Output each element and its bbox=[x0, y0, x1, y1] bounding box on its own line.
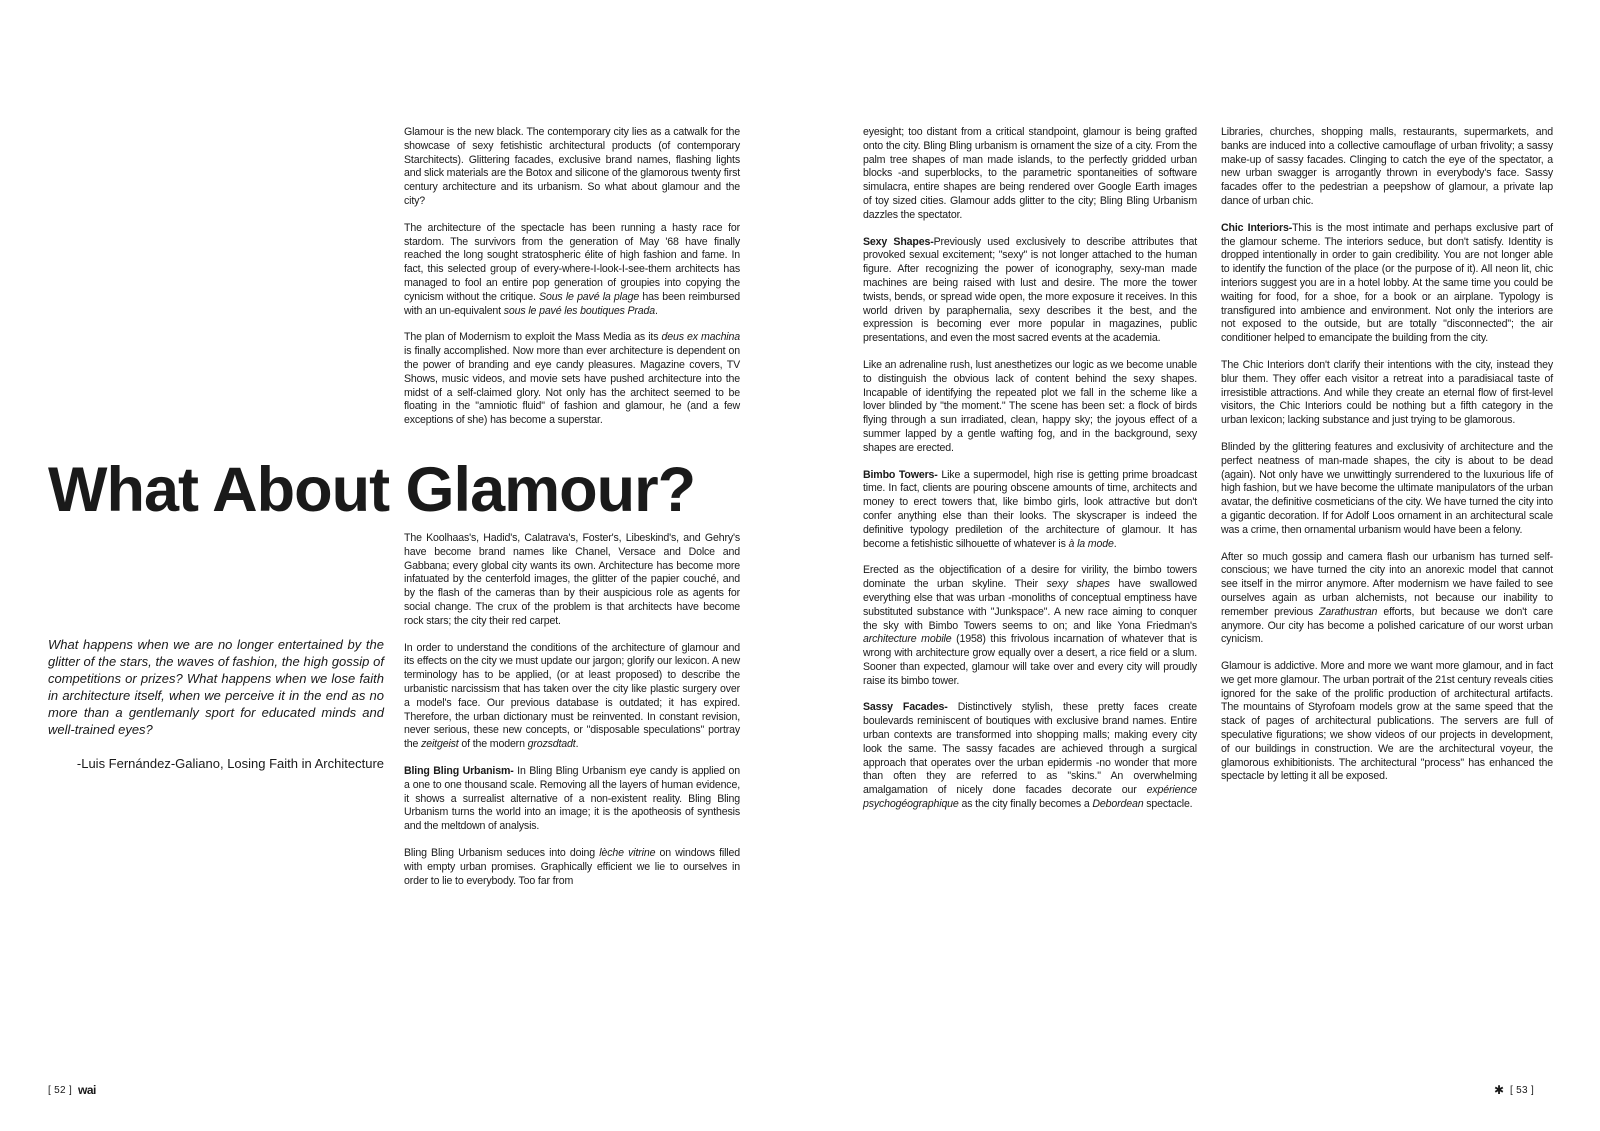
paragraph: Sexy Shapes-Previously used exclusively to describe attributes that provoked sexual excitement; "sexy" is not longer attached to the human figure. After recognizing the power of iconography, sexy-man made machines are being raised with lust and desire. The more the tower twists, bends, or spread wide open, the more exposure it receives. In this world driven by paraphernalia, sexy describes it the best, and the expression is becoming ever more popular in magazines, public presentations, and even the most sacred events at the academia. bbox=[863, 235, 1197, 345]
magazine-logo: wai bbox=[78, 1083, 96, 1097]
paragraph: The architecture of the spectacle has been running a hasty race for stardom. The survivors from the generation of May '68 have finally reached the long sought stratospheric élite of high fashion and fame. In fact, this selected group of every-where-I-look-I-see-them architects has managed to fool an entire pop generation of groupies into copying the cynicism without the critique. Sous le pavé la plage has been reimbursed with an un-equivalent sous le pavé les boutiques Prada. bbox=[404, 221, 740, 317]
term-heading: Sassy Facades- bbox=[863, 701, 948, 714]
article-column-right-2 bbox=[1221, 126, 1553, 797]
paragraph: Blinded by the glittering features and exclusivity of architecture and the perfect neatness of man-made shapes, the city is about to be dead (again). Not only have we unwittingly surrendered to the luxurious life of high fashion, but we have become the ultimate manipulators of the urban avatar, the definitive cosmeticians of the city. We have turned the city into a gigantic decoration. If for Adolf Loos ornament in an architectural scale was a crime, then ornamental urbanism would have been a felony. bbox=[1221, 440, 1553, 536]
page-number-left: [ 52 ] bbox=[48, 1085, 73, 1096]
paragraph: The Koolhaas's, Hadid's, Calatrava's, Foster's, Libeskind's, and Gehry's have become brand names like Chanel, Versace and Dolce and Gabbana; every global city wants its own. Architecture has become more infatuated by the centerfold images, the glitter of the papier couché, and by the flash of the cameras than by their auspicious role as agents for social change. The crux of the problem is that architects have become rock stars; the city their red carpet. bbox=[404, 532, 740, 627]
term-heading: Sexy Shapes- bbox=[863, 235, 934, 248]
paragraph: eyesight; too distant from a critical standpoint, glamour is being grafted onto the city. Bling Bling urbanism is ornament the size of a city. From the palm tree shapes of man made islands, to the perfectly gridded urban blocks -and superblocks, to the parametric spontaneities of software simulacra, entire shapes are being rendered over Google Earth images of toy sized cities. Glamour adds glitter to the city; Bling Bling Urbanism dazzles the spectator. bbox=[863, 126, 1197, 221]
paragraph: Libraries, churches, shopping malls, restaurants, supermarkets, and banks are induced into a collective camouflage of urban frivolity; a sassy make-up of sassy facades. Clinging to catch the eye of the spectator, a new urban swagger is arrogantly thrown in everybody's face. Sassy facades offer to the pedestrian a peepshow of glamour, a private lap dance of urban chic. bbox=[1221, 126, 1553, 207]
term-heading: Bimbo Towers- bbox=[863, 468, 938, 481]
paragraph: After so much gossip and camera flash our urbanism has turned self-conscious; we have turned the city into an anorexic model that cannot see itself in the mirror anymore. After modernism we have failed to see ourselves again as urban alchemists, not because our inability to remember previous Zarathustran efforts, but because we don't care anymore. Our city has become a polished caricature of our worst urban cynicism. bbox=[1221, 550, 1553, 646]
paragraph: Glamour is the new black. The contemporary city lies as a catwalk for the showcase of sexy fetishistic architectural products (of contemporary Starchitects). Glittering facades, exclusive brand names, flashing lights and slick materials are the Botox and silicone of the glamorous twenty first century architecture and its urbanism. So what about glamour and the city? bbox=[404, 126, 741, 207]
paragraph: Like an adrenaline rush, lust anesthetizes our logic as we become unable to distinguish the obvious lack of content behind the sexy shapes. Incapable of identifying the repeated plot we fall in the scheme like a lover blinded by "the moment." The scene has been set: a flock of birds flying through a sun irradiated, clean, happy sky; the joyous effect of a summer lapped by a gentle wafting fog, and in the background, sexy shapes are erected. bbox=[863, 358, 1197, 454]
article-column-right-1 bbox=[863, 126, 1197, 825]
headline: What About Glamour? bbox=[48, 455, 696, 525]
article-column-left-top bbox=[404, 126, 740, 441]
page-number-right: [ 53 ] bbox=[1510, 1085, 1535, 1096]
article-column-left-bottom bbox=[404, 532, 740, 901]
pull-quote: What happens when we are no longer entertained by the glitter of the stars, the waves of fashion, the high gossip of competitions or prizes? What happens when we lose faith in architecture itself, when we perceive it in the end as no more than a gentlemanly sport for educated minds and well-trained eyes? bbox=[48, 637, 384, 737]
star-icon: ✱ bbox=[1494, 1083, 1505, 1097]
paragraph: Bimbo Towers- Like a supermodel, high rise is getting prime broadcast time. In fact, clients are pouring obscene amounts of time, architects and money to erect towers that, like bimbo girls, look attractive but don't confer anything else than their looks. The skyscraper is indeed the definitive typology prediletion of the architecture of glamour. It has become a fetishistic silhouette of whatever is à la mode. bbox=[863, 468, 1197, 550]
term-heading: Chic Interiors- bbox=[1221, 221, 1293, 234]
paragraph: The Chic Interiors don't clarify their intentions with the city, instead they blur them. They offer each visitor a retreat into a paradisiacal taste of irresistible attractions. And while they create an eternal flow of first-level visitors, the Chic Interiors could be nothing but a fifth category in the urban lexicon; lacking substance and just trying to be glamorous. bbox=[1221, 358, 1553, 427]
paragraph: In order to understand the conditions of the architecture of glamour and its effects on the city we must update our jargon; glorify our lexicon. A new terminology has to be applied, (or at least proposed) to describe the urbanistic narcissism that has taken over the city like plastic surgery over a model's face. Our previous database is outdated; it has expired. Therefore, the urban dictionary must be reinvented. In constant revision, never serious, these new concepts, or "disposable speculations" portray the zeitgeist of the modern grozsdtadt. bbox=[404, 641, 740, 751]
paragraph: Sassy Facades- Distinctively stylish, these pretty faces create boulevards reminiscent of boutiques with exclusive brand names. Entire urban contexts are transformed into shopping malls; making every city look the same. The sassy facades are achieved through a surgical approach that operates over the urban epidermis -no wonder that more than often they are referred to as "skins." An overwhelming amalgamation of nicely done facades decorate our expérience psychogéographique as the city finally becomes a Debordean spectacle. bbox=[863, 701, 1197, 811]
paragraph: Bling Bling Urbanism seduces into doing lèche vitrine on windows filled with empty urban promises. Graphically efficient we lie to ourselves in order to lie to everybody. Too far from bbox=[404, 846, 740, 887]
paragraph: Chic Interiors-This is the most intimate and perhaps exclusive part of the glamour scheme. The interiors seduce, but don't satisfy. Identity is dropped intentionally in order to gain credibility. You are not longer able to identify the function of the place (or the purpose of it). All neon lit, chic interiors suggest you are in a hotel lobby. At the same time you could be waiting for food, for a shoe, for a book or an airplane. Typology is transfigured into ambience and environment. Not only the interiors are not exposed to the outside, but are totally "disconnected"; the air conditioner helped to emancipate the building from the city. bbox=[1221, 221, 1553, 345]
paragraph: Bling Bling Urbanism- In Bling Bling Urbanism eye candy is applied on a one to one thousand scale. Removing all the layers of human evidence, it shows a surrealist alternative of a non-existent reality. Bling Bling Urbanism turns the world into an image; it is the apotheosis of synthesis and the meltdown of analysis. bbox=[404, 764, 740, 833]
quote-attribution: -Luis Fernández-Galiano, Losing Faith in Architecture bbox=[76, 756, 384, 771]
paragraph: Erected as the objectification of a desire for virility, the bimbo towers dominate the urban skyline. Their sexy shapes have swallowed everything else that was urban -monoliths of conceptual emptiness have substituted substance with "Junkspace". A new race aiming to conquer the sky with Bimbo Towers seems to on; and like Yona Friedman's architecture mobile (1958) this frivolous incarnation of whatever that is wrong with architecture grow equally over a desert, a rice field or a slum. Sooner than expected, glamour will take over and every city will proudly raise its bimbo tower. bbox=[863, 564, 1197, 687]
paragraph: The plan of Modernism to exploit the Mass Media as its deus ex machina is finally accomplished. Now more than ever architecture is dependent on the power of branding and eye candy pleasures. Magazine covers, TV Shows, music videos, and movie sets have pushed architecture into the midst of a self-claimed glory. Not only has the architect seemed to be floating in the "amniotic fluid" of fashion and glamour, he (and a few exceptions of she) has become a superstar. bbox=[404, 331, 740, 427]
paragraph: Glamour is addictive. More and more we want more glamour, and in fact we get more glamour. The urban portrait of the 21st century reveals cities ignored for the sake of the prolific production of architectural artifacts. The mountains of Styrofoam models grow at the same speed that the stack of pages of architectural publications. The servers are full of speculative figurations; we show videos of our projects in development, of our buildings in construction. We are the architectural voyeur, the glamorous exhibitionists. The architectural "process" has enhanced the spectacle by letting it all be exposed. bbox=[1221, 660, 1553, 783]
term-heading: Bling Bling Urbanism- bbox=[404, 764, 514, 777]
